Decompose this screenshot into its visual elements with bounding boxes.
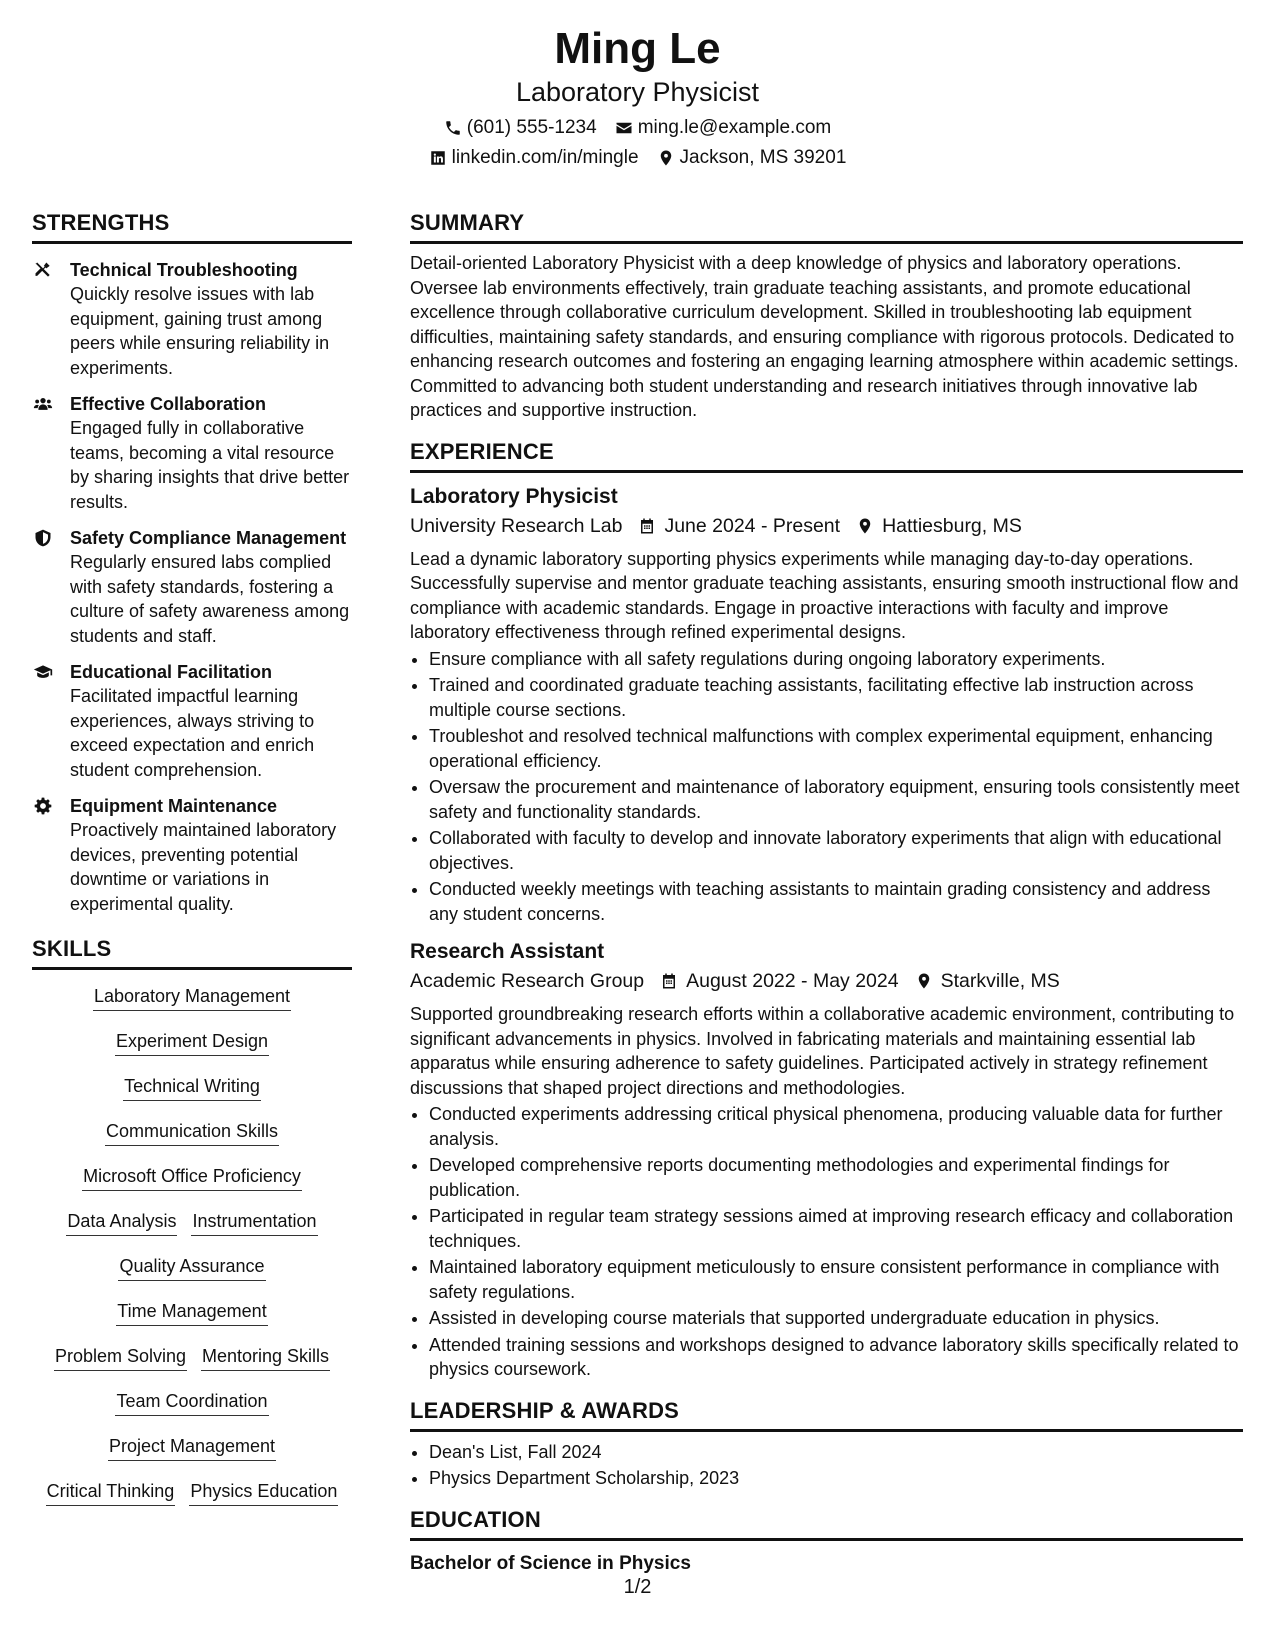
bullet-item: • Conducted experiments addressing critical physical phenomena, producing valuable data for further analysis. (429, 1102, 1243, 1151)
skills-list (32, 984, 352, 1524)
summary-text: Detail-oriented Laboratory Physicist with a deep knowledge of physics and laboratory operations. Oversee lab environments effectively, train graduate teaching assistants, and promote educational excellence through collaborative curriculum development. Skilled in troubleshooting lab equipment difficulties, maintaining safety standards, and ensuring compliance with rigorous protocols. Dedicated to enhancing research outcomes and fostering an engaging learning atmosphere within academic settings. Committed to advancing both student understanding and research initiatives through innovative lab practices and supportive instruction. (410, 253, 1239, 420)
contact-row-1 (0, 116, 1275, 140)
contact-linkedin[interactable] (429, 146, 639, 170)
calendar-icon (638, 517, 656, 535)
job-dates: August 2022 - May 2024 (686, 970, 899, 992)
bullet-item: • Maintained laboratory equipment meticulously to ensure consistent performance in compliance with safety regulations. (429, 1255, 1243, 1304)
skill-tag: Quality Assurance (118, 1254, 265, 1281)
gear-icon (32, 796, 54, 816)
strength-desc: Proactively maintained laboratory devices, preventing potential downtime or variations in experimental quality. (70, 820, 337, 914)
map-pin-icon (657, 149, 675, 167)
contact-email[interactable] (615, 116, 832, 140)
candidate-title: Laboratory Physicist (515, 77, 760, 107)
linkedin-link[interactable]: linkedin.com/in/mingle (451, 147, 639, 168)
education-heading: EDUCATION (410, 1507, 1243, 1541)
job-description: Lead a dynamic laboratory supporting physics experiments while managing day-to-day operations. Successfully supervise and mentor graduate teaching assistants, ensuring smooth instructional flow and compliance with academic standards. Engage in proactive interactions with faculty and improve laboratory effectiveness through refined experimental designs. (410, 548, 1239, 642)
skill-tag: Project Management (108, 1434, 276, 1461)
page-number: 1/2 (623, 1576, 652, 1598)
strength-item (32, 258, 352, 380)
bullet-item: • Conducted weekly meetings with teaching assistants to maintain grading consistency and address any student concerns. (429, 877, 1243, 926)
tools-icon (32, 260, 54, 280)
job-org: Academic Research Group (410, 970, 645, 992)
users-icon (32, 394, 54, 414)
bullet-item: • Assisted in developing course materials that supported undergraduate education in physics. (429, 1306, 1243, 1331)
strength-title: Technical Troubleshooting (70, 260, 298, 280)
skill-tag: Technical Writing (123, 1074, 261, 1101)
shield-icon (32, 528, 54, 548)
award-item: • Dean's List, Fall 2024 (429, 1440, 1243, 1465)
job-meta (410, 512, 1243, 540)
bullet-item: • Trained and coordinated graduate teaching assistants, facilitating effective lab instruction across multiple course sections. (429, 673, 1243, 722)
envelope-icon (615, 119, 633, 137)
phone-text: (601) 555-1234 (466, 117, 597, 138)
job-org: University Research Lab (410, 514, 623, 537)
strength-desc: Engaged fully in collaborative teams, becoming a vital resource by sharing insights that drive better results. (70, 418, 350, 512)
linkedin-icon (429, 149, 447, 167)
contact-phone (444, 116, 597, 140)
skill-tag: Data Analysis (66, 1209, 177, 1236)
skill-tag: Instrumentation (191, 1209, 317, 1236)
bullet-item: • Attended training sessions and workshops designed to advance laboratory skills specifically related to physics coursework. (429, 1333, 1243, 1382)
skill-tag: Laboratory Management (93, 984, 291, 1011)
resume-header (0, 22, 1275, 170)
strengths-heading: STRENGTHS (32, 210, 352, 244)
job-entry (410, 938, 1243, 1382)
skill-tag: Communication Skills (105, 1119, 279, 1146)
strength-item (32, 392, 352, 514)
job-bullets (410, 1102, 1243, 1382)
bullet-item: • Developed comprehensive reports documenting methodologies and experimental findings for publication. (429, 1153, 1243, 1202)
strength-desc: Facilitated impactful learning experiences, always striving to exceed expectation and enrich student comprehension. (70, 686, 315, 780)
strength-item (32, 526, 352, 648)
skill-tag: Team Coordination (115, 1389, 268, 1416)
skill-tag: Physics Education (189, 1479, 338, 1506)
contact-location (657, 146, 847, 170)
job-dates: June 2024 - Present (664, 514, 841, 537)
left-column (32, 210, 352, 1524)
location-text: Jackson, MS 39201 (679, 147, 847, 168)
strength-item (32, 794, 352, 916)
strength-title: Educational Facilitation (70, 662, 273, 682)
award-item: • Physics Department Scholarship, 2023 (429, 1466, 1243, 1491)
job-meta (410, 967, 1243, 995)
awards-list (410, 1440, 1243, 1491)
job-description: Supported groundbreaking research efforts within a collaborative academic environment, contributing to significant advancements in physics. Involved in fabricating materials and maintaining essential lab apparatus while ensuring adherence to safety guidelines. Participated actively in strategy refinement discussions that shaped project directions and methodologies. (410, 1004, 1235, 1098)
job-title: Laboratory Physicist (410, 484, 618, 508)
job-title: Research Assistant (410, 940, 605, 963)
bullet-item: • Troubleshot and resolved technical malfunctions with complex experimental equipment, enhancing operational efficiency. (429, 724, 1243, 773)
summary-heading: SUMMARY (410, 210, 1243, 244)
strength-title: Safety Compliance Management (70, 528, 347, 548)
phone-icon (444, 119, 462, 137)
strength-title: Equipment Maintenance (70, 796, 278, 816)
graduation-cap-icon (32, 662, 54, 682)
candidate-name: Ming Le (554, 24, 721, 73)
skill-tag: Time Management (116, 1299, 267, 1326)
right-column (410, 210, 1243, 1577)
bullet-item: • Collaborated with faculty to develop and innovate laboratory experiments that align with educational objectives. (429, 826, 1243, 875)
calendar-icon (660, 972, 678, 990)
job-bullets (410, 647, 1243, 927)
email-link[interactable]: ming.le@example.com (637, 117, 832, 138)
contact-row-2 (0, 146, 1275, 170)
job-location: Starkville, MS (940, 970, 1060, 992)
map-pin-icon (915, 972, 933, 990)
awards-heading: LEADERSHIP & AWARDS (410, 1398, 1243, 1432)
strength-title: Effective Collaboration (70, 394, 267, 414)
education-degree: Bachelor of Science in Physics (410, 1552, 691, 1574)
strength-item (32, 660, 352, 782)
strength-desc: Regularly ensured labs complied with safety standards, fostering a culture of safety awareness among students and staff. (70, 552, 350, 646)
job-entry (410, 483, 1243, 927)
skill-tag: Critical Thinking (46, 1479, 176, 1506)
bullet-item: • Ensure compliance with all safety regulations during ongoing laboratory experiments. (429, 647, 1243, 672)
strength-desc: Quickly resolve issues with lab equipment, gaining trust among peers while ensuring reliability in experiments. (70, 284, 330, 378)
skills-heading: SKILLS (32, 936, 352, 970)
skill-tag: Experiment Design (115, 1029, 269, 1056)
skill-tag: Microsoft Office Proficiency (82, 1164, 302, 1191)
experience-heading: EXPERIENCE (410, 439, 1243, 473)
map-pin-icon (856, 517, 874, 535)
bullet-item: • Participated in regular team strategy sessions aimed at improving research efficacy and collaboration techniques. (429, 1204, 1243, 1253)
skill-tag: Problem Solving (54, 1344, 187, 1371)
skill-tag: Mentoring Skills (201, 1344, 330, 1371)
bullet-item: • Oversaw the procurement and maintenance of laboratory equipment, ensuring tools consistently meet safety and functionality standards. (429, 775, 1243, 824)
job-location: Hattiesburg, MS (882, 514, 1022, 537)
